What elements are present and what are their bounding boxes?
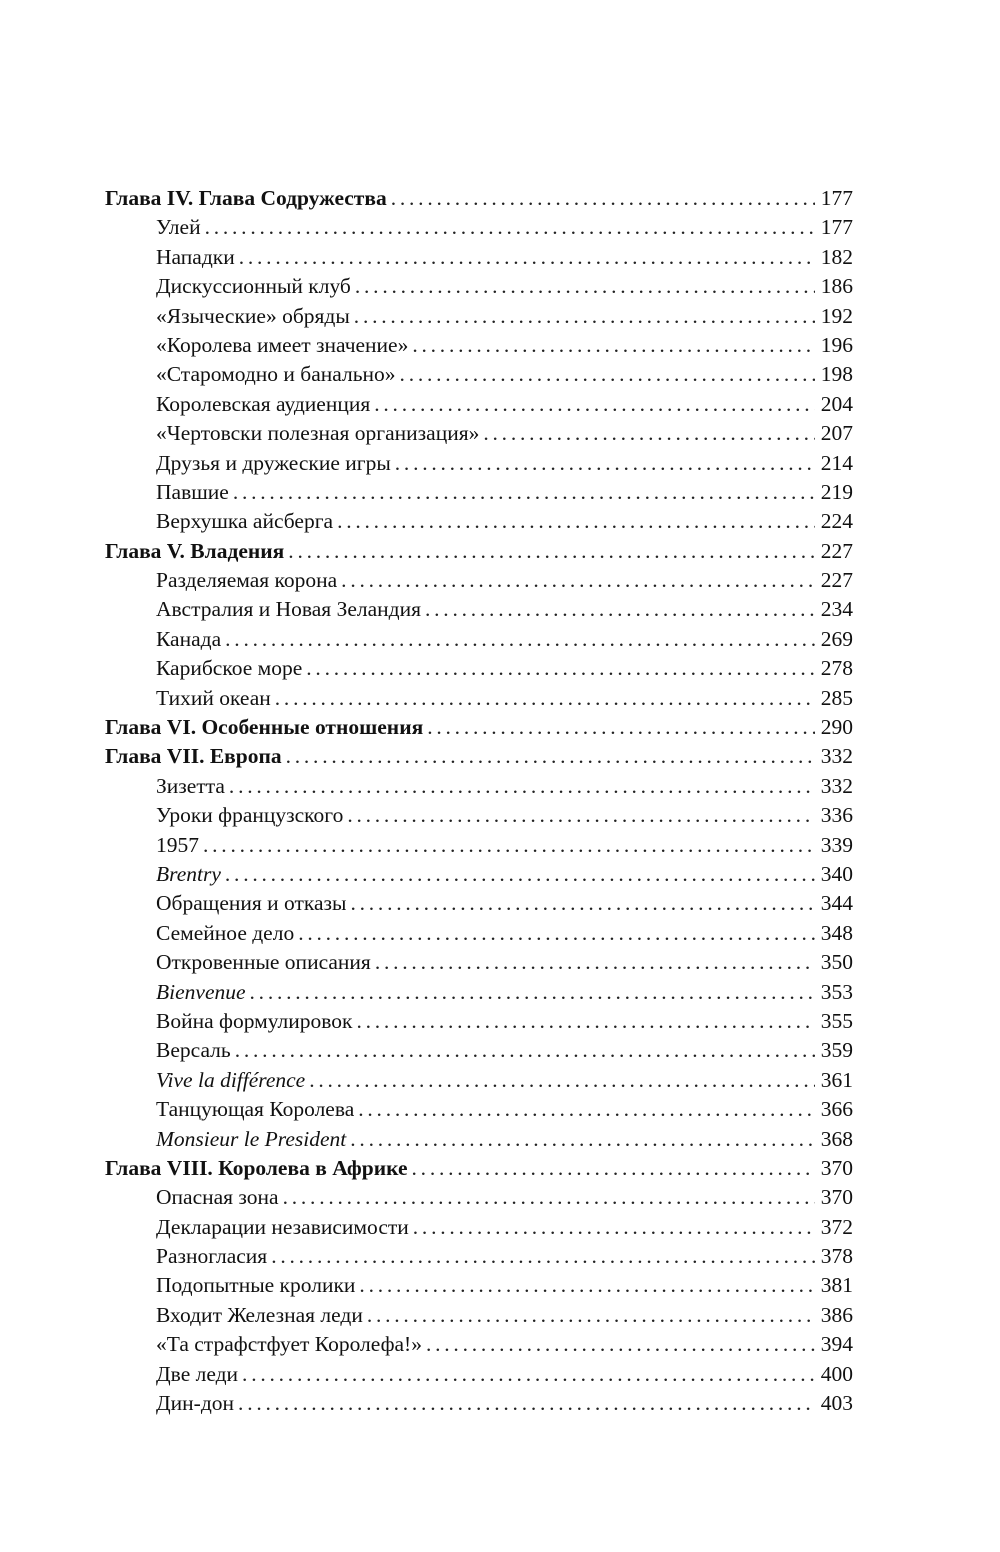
toc-entry-page-number: 182 bbox=[820, 244, 853, 269]
dot-leader bbox=[288, 537, 814, 566]
dot-leader bbox=[391, 184, 815, 213]
toc-entry-title: Bienvenue bbox=[156, 979, 246, 1004]
toc-entry-title: Дин-дон bbox=[156, 1391, 235, 1416]
toc-entry-page-number: 370 bbox=[820, 1155, 853, 1180]
toc-entry-page-number: 227 bbox=[820, 568, 853, 593]
toc-section-entry bbox=[105, 1271, 853, 1300]
toc-entry-page-number: 192 bbox=[820, 303, 853, 328]
toc-entry-title: Глава IV. Глава Содружества bbox=[105, 186, 387, 210]
dot-leader bbox=[427, 713, 815, 742]
toc-chapter-entry bbox=[105, 537, 853, 566]
toc-section-entry bbox=[105, 625, 853, 654]
toc-entry-title: «Та страфстфует Королефа!» bbox=[156, 1332, 422, 1357]
toc-section-entry bbox=[105, 302, 853, 331]
toc-entry-page-number: 177 bbox=[820, 186, 853, 210]
toc-section-entry bbox=[105, 1183, 853, 1212]
toc-section-entry bbox=[105, 331, 853, 360]
toc-section-entry bbox=[105, 507, 853, 536]
dot-leader bbox=[225, 860, 815, 889]
toc-entry-page-number: 368 bbox=[820, 1126, 853, 1151]
toc-entry-page-number: 227 bbox=[820, 538, 853, 563]
toc-section-entry bbox=[105, 1242, 853, 1271]
toc-entry-title: Версаль bbox=[156, 1038, 231, 1063]
toc-entry-title: Дискуссионный клуб bbox=[156, 274, 351, 299]
toc-section-entry bbox=[105, 243, 853, 272]
toc-section-entry bbox=[105, 595, 853, 624]
toc-entry-page-number: 224 bbox=[820, 509, 853, 534]
dot-leader bbox=[286, 742, 815, 771]
toc-section-entry bbox=[105, 772, 853, 801]
toc-entry-page-number: 285 bbox=[820, 685, 853, 710]
toc-entry-page-number: 386 bbox=[820, 1302, 853, 1327]
dot-leader bbox=[412, 1154, 815, 1183]
toc-entry-page-number: 348 bbox=[820, 920, 853, 945]
dot-leader bbox=[425, 595, 815, 624]
dot-leader bbox=[395, 449, 815, 478]
dot-leader bbox=[356, 1007, 814, 1036]
dot-leader bbox=[375, 948, 815, 977]
toc-entry-page-number: 219 bbox=[820, 479, 853, 504]
toc-entry-title: Карибское море bbox=[156, 656, 303, 681]
toc-chapter-entry bbox=[105, 1154, 853, 1183]
toc-section-entry bbox=[105, 1389, 853, 1418]
toc-entry-title: «Королева имеет значение» bbox=[156, 332, 409, 357]
toc-entry-page-number: 177 bbox=[820, 215, 853, 240]
toc-section-entry bbox=[105, 684, 853, 713]
dot-leader bbox=[239, 243, 815, 272]
toc-section-entry bbox=[105, 948, 853, 977]
dot-leader bbox=[242, 1360, 815, 1389]
toc-entry-title: Brentry bbox=[156, 861, 221, 886]
toc-entry-page-number: 340 bbox=[820, 861, 853, 886]
toc-section-entry bbox=[105, 360, 853, 389]
toc-entry-title: Monsieur le President bbox=[156, 1126, 347, 1151]
toc-entry-page-number: 196 bbox=[820, 332, 853, 357]
dot-leader bbox=[235, 1036, 815, 1065]
toc-entry-title: Семейное дело bbox=[156, 920, 295, 945]
toc-entry-title: Глава VII. Европа bbox=[105, 744, 282, 769]
toc-entry-page-number: 350 bbox=[820, 950, 853, 975]
toc-entry-title: Глава V. Владения bbox=[105, 538, 285, 563]
toc-entry-page-number: 332 bbox=[820, 773, 853, 798]
toc-entry-title: Нападки bbox=[156, 244, 235, 269]
toc-entry-title: Разделяемая корона bbox=[156, 568, 338, 593]
toc-entry-page-number: 381 bbox=[820, 1273, 853, 1298]
dot-leader bbox=[238, 1389, 815, 1418]
toc-entry-title: Королевская аудиенция bbox=[156, 391, 371, 416]
toc-section-entry bbox=[105, 1330, 853, 1359]
toc-entry-page-number: 394 bbox=[820, 1332, 853, 1357]
toc-entry-page-number: 207 bbox=[820, 421, 853, 446]
dot-leader bbox=[355, 272, 815, 301]
dot-leader bbox=[359, 1271, 814, 1300]
toc-entry-page-number: 403 bbox=[820, 1391, 853, 1416]
toc-entry-page-number: 366 bbox=[820, 1097, 853, 1122]
toc-section-entry bbox=[105, 449, 853, 478]
toc-entry-page-number: 198 bbox=[820, 362, 853, 387]
toc-section-entry bbox=[105, 478, 853, 507]
dot-leader bbox=[271, 1242, 815, 1271]
toc-section-entry bbox=[105, 1360, 853, 1389]
dot-leader bbox=[225, 625, 815, 654]
toc-entry-title: Две леди bbox=[156, 1361, 239, 1386]
dot-leader bbox=[341, 566, 815, 595]
toc-entry-title: «Чертовски полезная организация» bbox=[156, 421, 480, 446]
toc-section-entry bbox=[105, 978, 853, 1007]
toc-entry-page-number: 361 bbox=[820, 1067, 853, 1092]
toc-entry-page-number: 336 bbox=[820, 803, 853, 828]
toc-entry-title: Зизетта bbox=[156, 773, 225, 798]
toc-entry-title: Входит Железная леди bbox=[156, 1302, 363, 1327]
toc-section-entry bbox=[105, 1301, 853, 1330]
toc-section-entry bbox=[105, 566, 853, 595]
toc-chapter-entry bbox=[105, 713, 853, 742]
dot-leader bbox=[298, 919, 815, 948]
dot-leader bbox=[426, 1330, 815, 1359]
toc-entry-page-number: 344 bbox=[820, 891, 853, 916]
dot-leader bbox=[354, 302, 815, 331]
dot-leader bbox=[309, 1066, 815, 1095]
toc-entry-page-number: 400 bbox=[820, 1361, 853, 1386]
toc-entry-title: Глава VI. Особенные отношения bbox=[105, 715, 424, 740]
dot-leader bbox=[412, 331, 814, 360]
toc-entry-title: Верхушка айсберга bbox=[156, 509, 334, 534]
toc-entry-title: Обращения и отказы bbox=[156, 891, 347, 916]
dot-leader bbox=[250, 978, 815, 1007]
toc-section-entry bbox=[105, 1125, 853, 1154]
dot-leader bbox=[413, 1213, 815, 1242]
dot-leader bbox=[358, 1095, 815, 1124]
toc-entry-title: Тихий океан bbox=[156, 685, 271, 710]
dot-leader bbox=[350, 889, 814, 918]
dot-leader bbox=[275, 684, 815, 713]
toc-entry-page-number: 332 bbox=[820, 744, 853, 769]
toc-section-entry bbox=[105, 1095, 853, 1124]
toc-chapter-entry bbox=[105, 184, 853, 213]
dot-leader bbox=[283, 1183, 815, 1212]
dot-leader bbox=[203, 831, 815, 860]
toc-section-entry bbox=[105, 1036, 853, 1065]
toc-section-entry bbox=[105, 272, 853, 301]
dot-leader bbox=[229, 772, 815, 801]
toc-entry-title: Друзья и дружеские игры bbox=[156, 450, 391, 475]
toc-entry-page-number: 359 bbox=[820, 1038, 853, 1063]
toc-entry-page-number: 355 bbox=[820, 1008, 853, 1033]
toc-section-entry bbox=[105, 919, 853, 948]
dot-leader bbox=[483, 419, 814, 448]
toc-entry-title: Разногласия bbox=[156, 1244, 268, 1269]
toc-entry-title: Австралия и Новая Зеландия bbox=[156, 597, 421, 622]
toc-entry-page-number: 353 bbox=[820, 979, 853, 1004]
table-of-contents bbox=[105, 184, 853, 1418]
dot-leader bbox=[367, 1301, 815, 1330]
toc-section-entry bbox=[105, 889, 853, 918]
toc-entry-page-number: 214 bbox=[820, 450, 853, 475]
dot-leader bbox=[347, 801, 814, 830]
toc-entry-title: Откровенные описания bbox=[156, 950, 371, 975]
toc-section-entry bbox=[105, 419, 853, 448]
toc-entry-page-number: 339 bbox=[820, 832, 853, 857]
toc-entry-page-number: 278 bbox=[820, 656, 853, 681]
toc-section-entry bbox=[105, 1066, 853, 1095]
toc-entry-title: Канада bbox=[156, 626, 222, 651]
toc-section-entry bbox=[105, 1213, 853, 1242]
toc-section-entry bbox=[105, 654, 853, 683]
toc-section-entry bbox=[105, 801, 853, 830]
toc-chapter-entry bbox=[105, 742, 853, 771]
toc-entry-title: Улей bbox=[156, 215, 201, 240]
toc-section-entry bbox=[105, 860, 853, 889]
toc-entry-title: Уроки французского bbox=[156, 803, 344, 828]
dot-leader bbox=[205, 213, 815, 242]
toc-entry-title: «Старомодно и банально» bbox=[156, 362, 396, 387]
dot-leader bbox=[337, 507, 815, 536]
toc-entry-title: Опасная зона bbox=[156, 1185, 279, 1210]
toc-entry-page-number: 372 bbox=[820, 1214, 853, 1239]
toc-entry-title: «Языческие» обряды bbox=[156, 303, 350, 328]
toc-entry-page-number: 370 bbox=[820, 1185, 853, 1210]
toc-entry-title: Подопытные кролики bbox=[156, 1273, 356, 1298]
toc-section-entry bbox=[105, 831, 853, 860]
toc-entry-page-number: 290 bbox=[820, 715, 853, 740]
toc-section-entry bbox=[105, 390, 853, 419]
toc-entry-title: Война формулировок bbox=[156, 1008, 353, 1033]
toc-entry-title: Танцующая Королева bbox=[156, 1097, 355, 1122]
toc-section-entry bbox=[105, 1007, 853, 1036]
toc-entry-page-number: 186 bbox=[820, 274, 853, 299]
dot-leader bbox=[374, 390, 815, 419]
toc-entry-title: Глава VIII. Королева в Африке bbox=[105, 1155, 408, 1180]
toc-section-entry bbox=[105, 213, 853, 242]
toc-entry-title: Vive la différence bbox=[156, 1067, 306, 1092]
toc-entry-title: 1957 bbox=[156, 832, 199, 857]
toc-entry-page-number: 204 bbox=[820, 391, 853, 416]
dot-leader bbox=[400, 360, 815, 389]
toc-entry-page-number: 378 bbox=[820, 1244, 853, 1269]
dot-leader bbox=[233, 478, 815, 507]
dot-leader bbox=[350, 1125, 814, 1154]
toc-entry-page-number: 269 bbox=[820, 626, 853, 651]
toc-entry-page-number: 234 bbox=[820, 597, 853, 622]
dot-leader bbox=[306, 654, 814, 683]
toc-entry-title: Павшие bbox=[156, 479, 229, 504]
toc-entry-title: Декларации независимости bbox=[156, 1214, 409, 1239]
